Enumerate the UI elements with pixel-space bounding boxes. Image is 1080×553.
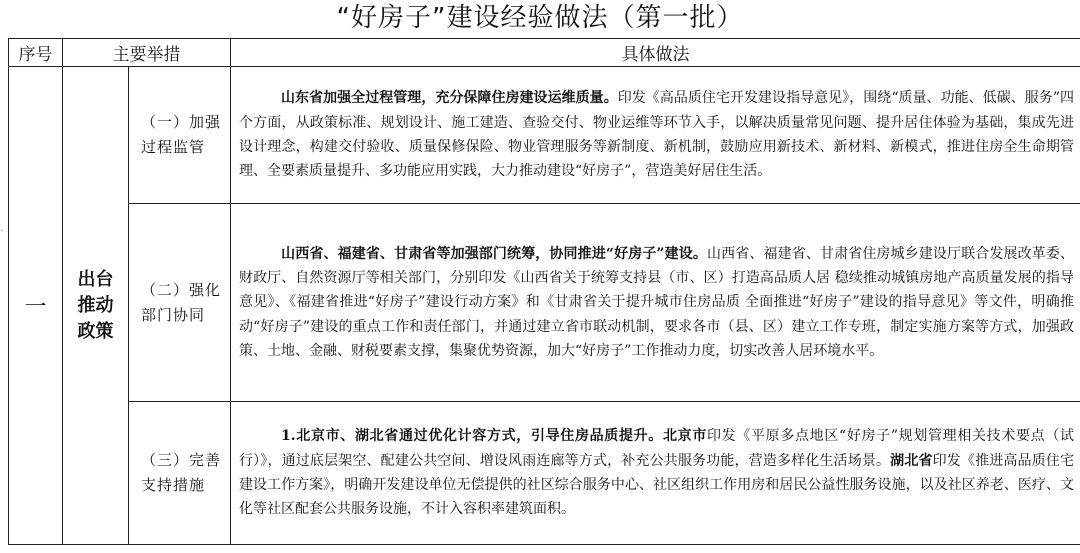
table-row <box>9 402 1080 545</box>
page-title: “好房子”建设经验做法（第一批） <box>336 3 744 33</box>
detail-body: 印发《高品质住宅开发建设指导意见》，围绕“质量、功能、低碳、服务”四个方面，从政策标准、规划设计、施工建造、查验交付、物业运维等环节入手，以解决质量常见问题、提升居住体验为基础，集成先进设计理念，构建交付验收、质量保修保险、物业管理服务等新制度、新机制，鼓励应用新技术、新材料、新模式，推进住房全生命期管理、全要素质量提升、多功能应用实践，大力推动建设“好房子”，营造美好居住生活。 <box>239 90 1075 180</box>
sub-measure-cell: （一）加强过程监管 <box>129 67 231 204</box>
detail-lead: 山东省加强全过程管理，充分保障住房建设运维质量。 <box>281 90 618 107</box>
header-measures: 主要举措 <box>63 39 231 67</box>
detail-cell <box>231 204 1080 402</box>
main-measure-cell <box>63 67 129 545</box>
detail-cell <box>231 67 1080 204</box>
detail-lead: 1.北京市、湖北省通过优化计容方式，引导住房品质提升。 <box>281 428 663 445</box>
detail-body: 山西省、福建省、甘肃省住房城乡建设厅联合发展改革委、财政厅、自然资源厅等相关部门，分别印发《山西省关于统筹支持县（市、区）打造高品质人居 稳续推动城镇房地产高质量发展的指导意见》、《福建省推进“好房子”建设行动方案》和《甘肃省关于提升城市住房品质 全面推进“好房子”建设的指导意见》等文件，明确推动“好房子”建设的重点工作和责任部门，并通过建立省市联动机制，要求各市（县、区）建立工作专班，制定实施方案等方式，加强政策、土地、金融、财税要素支撑，集聚优势资源，加大“好房子”工作推动力度，切实改善人居环境水平。 <box>239 245 1075 359</box>
beijing-name: 北京市 <box>662 428 707 445</box>
detail-lead: 山西省、福建省、甘肃省等加强部门统筹，协同推进“好房子”建设。 <box>281 245 707 262</box>
beijing-body: 印发《平原多点地区“好房子”规划管理相关技术要点（试行）》，通过底层架空、配建公共空间、增设风雨连廊等方式，补充公共服务功能，营造多样化生活场景。 <box>239 428 1075 469</box>
detail-cell <box>231 402 1080 545</box>
header-details: 具体做法 <box>231 39 1080 67</box>
sub-measure-cell: （二）强化部门协同 <box>129 204 231 402</box>
seq-cell: 一 <box>9 67 63 545</box>
policy-table <box>8 38 1080 545</box>
hubei-name: 湖北省 <box>890 452 933 469</box>
sub-measure-cell: （三）完善支持措施 <box>129 402 231 545</box>
main-measure-text: 出台推动政策 <box>77 268 114 342</box>
table-row <box>9 67 1080 204</box>
hubei-body: 印发《推进高品质住宅建设工作方案》，明确开发建设单位无偿提供的社区综合服务中心、社区组织工作用房和居民公益性服务设施，以及社区养老、医疗、文化等社区配套公共服务设施，不计入容积率建筑面积。 <box>239 452 1075 518</box>
edge-marker: · <box>0 224 4 237</box>
table-header-row <box>9 39 1080 67</box>
table-row <box>9 204 1080 402</box>
header-seq: 序号 <box>9 39 63 67</box>
